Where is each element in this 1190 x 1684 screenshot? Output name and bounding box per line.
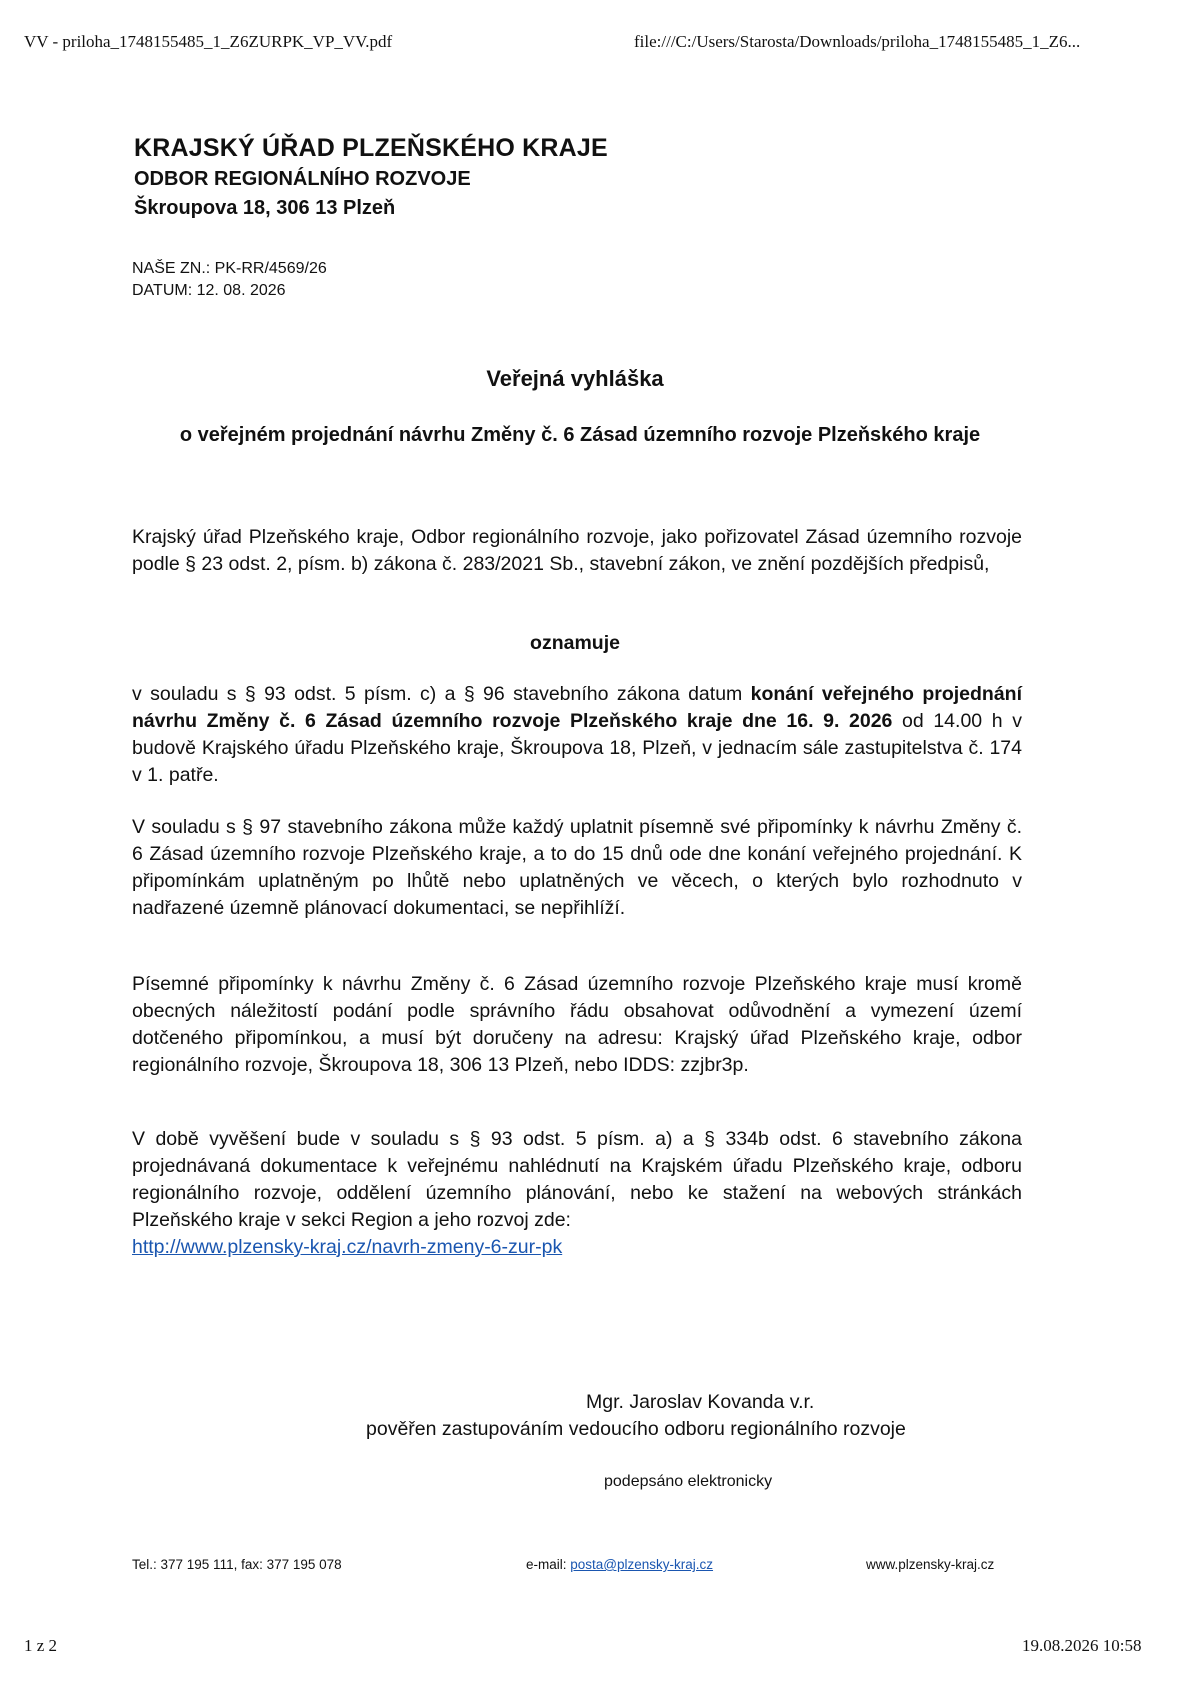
footer-email-block — [526, 1557, 713, 1572]
paragraph-comments: V souladu s § 97 stavebního zákona může každý uplatnit písemně své připomínky k návrhu Změny č. 6 Zásad územního rozvoje Plzeňského kraje, a to do 15 dnů ode dne konání veřejného projednání. K připomínkám uplatněným po lhůtě nebo uplatněných ve věcech, o kterých bylo rozhodnuto v nadřazené územně plánovací dokumentaci, se nepřihlíží. — [132, 816, 1022, 919]
paragraph-hearing — [132, 681, 1022, 789]
paragraph-hearing-text-2: od 14.00 h v budově Krajského úřadu Plzeňského kraje, Škroupova 18, Plzeň, v jednacím sále zastupitelstva č. 174 v 1. patře. — [132, 710, 1022, 786]
letterhead-department: ODBOR REGIONÁLNÍHO ROZVOJE — [134, 168, 471, 190]
document-title: Veřejná vyhláška — [486, 366, 664, 391]
print-header-path: file:///C:/Users/Starosta/Downloads/priloha_1748155485_1_Z6... — [634, 32, 1081, 51]
print-footer-page: 1 z 2 — [24, 1636, 58, 1655]
paragraph-intro: Krajský úřad Plzeňského kraje, Odbor regionálního rozvoje, jako pořizovatel Zásad územního rozvoje podle § 23 odst. 2, písm. b) zákona č. 283/2021 Sb., stavební zákon, ve znění pozdějších předpisů, — [132, 526, 1022, 575]
signatory-name: Mgr. Jaroslav Kovanda v.r. — [586, 1391, 815, 1413]
document-subject: o veřejném projednání návrhu Změny č. 6 Zásad územního rozvoje Plzeňského kraje — [179, 424, 981, 446]
footer-website: www.plzensky-kraj.cz — [866, 1557, 995, 1572]
letterhead-address: Škroupova 18, 306 13 Plzeň — [134, 197, 396, 219]
paragraph-documentation-text: V době vyvěšení bude v souladu s § 93 odst. 5 písm. a) a § 334b odst. 6 stavebního zákona projednávaná dokumentace k veřejnému nahlédnutí na Krajském úřadu Plzeňského kraje, odboru regionálního rozvoje, oddělení územního plánování, nebo ke stažení na webových stránkách Plzeňského kraje v sekci Region a jeho rozvoj zde: — [132, 1128, 1022, 1231]
documentation-link[interactable]: http://www.plzensky-kraj.cz/navrh-zmeny-6-zur-pk — [132, 1236, 563, 1258]
paragraph-hearing-text-1: v souladu s § 93 odst. 5 písm. c) a § 96 stavebního zákona datum — [132, 683, 751, 705]
letterhead-organization: KRAJSKÝ ÚŘAD PLZEŇSKÉHO KRAJE — [134, 134, 608, 162]
reference-date: DATUM: 12. 08. 2026 — [132, 282, 286, 299]
footer-email-label: e-mail: — [526, 1557, 571, 1572]
signatory-role: pověřen zastupováním vedoucího odboru regionálního rozvoje — [366, 1418, 906, 1440]
footer-email-link[interactable]: posta@plzensky-kraj.cz — [570, 1557, 714, 1572]
reference-block — [132, 258, 327, 302]
print-header-filename: VV - priloha_1748155485_1_Z6ZURPK_VP_VV.pdf — [24, 32, 393, 51]
announcement-verb: oznamuje — [530, 632, 620, 654]
paragraph-documentation — [132, 1126, 1022, 1261]
footer-phone: Tel.: 377 195 111, fax: 377 195 078 — [132, 1557, 342, 1572]
signature-note: podepsáno elektronicky — [604, 1473, 773, 1490]
paragraph-hearing-emphasis: konání veřejného projednání návrhu Změny č. 6 Zásad územního rozvoje Plzeňského kraje dne 16. 9. 2026 — [132, 683, 1022, 732]
paragraph-written-comments: Písemné připomínky k návrhu Změny č. 6 Zásad územního rozvoje Plzeňského kraje musí kromě obecných náležitostí podání podle správního řádu obsahovat odůvodnění a vymezení území dotčeného připomínkou, a musí být doručeny na adresu: Krajský úřad Plzeňského kraje, odbor regionálního rozvoje, Škroupova 18, 306 13 Plzeň, nebo IDDS: zzjbr3p. — [132, 973, 1022, 1076]
print-footer-datetime: 19.08.2026 10:58 — [1022, 1636, 1142, 1655]
reference-number: NAŠE ZN.: PK-RR/4569/26 — [132, 260, 327, 277]
